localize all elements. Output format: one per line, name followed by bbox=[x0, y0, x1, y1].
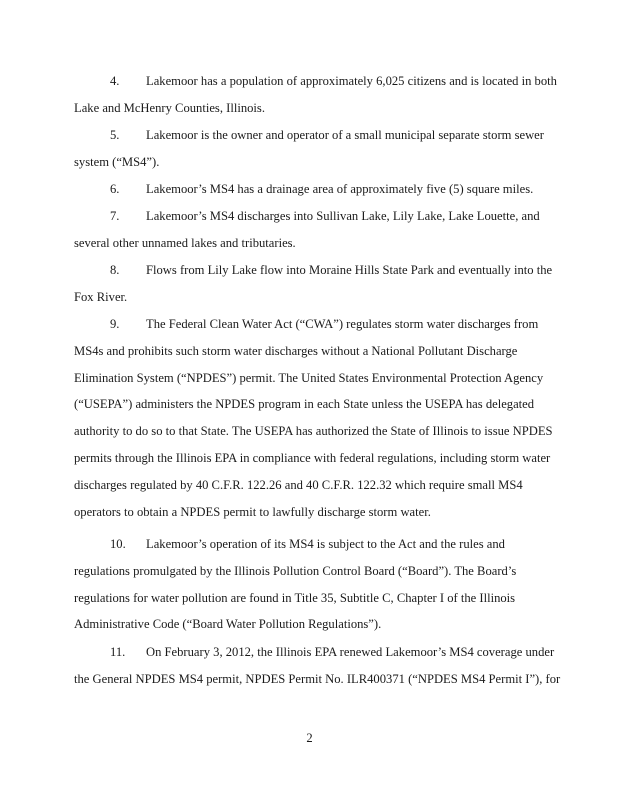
paragraph-number: 6. bbox=[110, 182, 120, 196]
paragraph-line bbox=[74, 95, 546, 122]
paragraph-line bbox=[74, 418, 553, 445]
paragraph bbox=[74, 122, 546, 176]
paragraph bbox=[74, 639, 561, 693]
paragraph-first-line bbox=[74, 531, 546, 558]
paragraph-number: 4. bbox=[110, 74, 120, 88]
paragraph-text: Lakemoor has a population of approximately 6,025 citizens and is located in both bbox=[146, 74, 557, 88]
paragraph-text: the General NPDES MS4 permit, NPDES Permit No. ILR400371 (“NPDES MS4 Permit I”), for bbox=[74, 671, 561, 686]
paragraph-text: Lakemoor’s MS4 discharges into Sullivan Lake, Lily Lake, Lake Louette, and bbox=[146, 209, 540, 223]
paragraph-first-line bbox=[74, 176, 546, 203]
paragraph bbox=[74, 176, 546, 203]
paragraph-number: 10. bbox=[110, 537, 126, 551]
page-number: 2 bbox=[306, 731, 313, 745]
paragraph-first-line bbox=[74, 122, 546, 149]
paragraph-line bbox=[74, 365, 546, 392]
paragraph-text: Lake and McHenry Counties, Illinois. bbox=[74, 100, 265, 115]
paragraph-text: Lakemoor is the owner and operator of a small municipal separate storm sewer bbox=[146, 128, 544, 142]
paragraph-text: MS4s and prohibits such storm water discharges without a National Pollutant Discharge bbox=[74, 343, 518, 358]
paragraph bbox=[74, 311, 553, 525]
paragraph-line bbox=[74, 666, 561, 693]
paragraph-line bbox=[74, 585, 546, 612]
paragraph-text: On February 3, 2012, the Illinois EPA renewed Lakemoor’s MS4 coverage under bbox=[146, 645, 555, 659]
paragraph-text: The Federal Clean Water Act (“CWA”) regulates storm water discharges from bbox=[146, 317, 539, 331]
paragraph-number: 9. bbox=[110, 317, 120, 331]
paragraph-text: (“USEPA”) administers the NPDES program in each State unless the USEPA has delegated bbox=[74, 397, 535, 412]
paragraph-text: Lakemoor’s MS4 has a drainage area of approximately five (5) square miles. bbox=[146, 182, 534, 196]
paragraph-line bbox=[74, 499, 546, 526]
paragraph-text: system (“MS4”). bbox=[74, 154, 160, 169]
paragraph-first-line bbox=[74, 68, 557, 95]
paragraph-text: permits through the Illinois EPA in compliance with federal regulations, including storm water bbox=[74, 450, 551, 465]
paragraph-line bbox=[74, 611, 546, 638]
paragraph-number: 8. bbox=[110, 263, 120, 277]
paragraph-number: 11. bbox=[110, 645, 126, 659]
paragraph bbox=[74, 531, 546, 638]
paragraph-first-line bbox=[74, 639, 555, 666]
paragraph bbox=[74, 257, 553, 311]
paragraph-line bbox=[74, 149, 546, 176]
paragraph-text: several other unnamed lakes and tributaries. bbox=[74, 235, 296, 250]
paragraph-text: Fox River. bbox=[74, 289, 128, 304]
paragraph-text: authority to do so to that State. The USEPA has authorized the State of Illinois to issue NPDES bbox=[74, 424, 553, 439]
paragraph-text: Elimination System (“NPDES”) permit. The United States Environmental Protection Agency bbox=[74, 370, 544, 385]
paragraph-line bbox=[74, 284, 546, 311]
paragraph-number: 7. bbox=[110, 209, 120, 223]
paragraph-line bbox=[74, 472, 546, 499]
paragraph-text: regulations for water pollution are found in Title 35, Subtitle C, Chapter I of the Illinois bbox=[74, 590, 516, 605]
paragraph-text: Administrative Code (“Board Water Pollution Regulations”). bbox=[74, 617, 382, 632]
paragraph-line bbox=[74, 338, 546, 365]
paragraph-line bbox=[74, 230, 546, 257]
paragraph-text: Flows from Lily Lake flow into Moraine Hills State Park and eventually into the bbox=[146, 263, 553, 277]
paragraph-text: operators to obtain a NPDES permit to lawfully discharge storm water. bbox=[74, 504, 431, 519]
paragraph-line bbox=[74, 445, 551, 472]
paragraph-number: 5. bbox=[110, 128, 120, 142]
paragraph-line bbox=[74, 391, 546, 418]
paragraph-text: discharges regulated by 40 C.F.R. 122.26 and 40 C.F.R. 122.32 which require small MS4 bbox=[74, 477, 523, 492]
paragraph-first-line bbox=[74, 311, 546, 338]
paragraph-text: Lakemoor’s operation of its MS4 is subject to the Act and the rules and bbox=[146, 537, 505, 551]
paragraph-first-line bbox=[74, 257, 553, 284]
paragraph-text: regulations promulgated by the Illinois Pollution Control Board (“Board”). The Board’s bbox=[74, 563, 517, 578]
paragraph-first-line bbox=[74, 203, 546, 230]
paragraph-line bbox=[74, 558, 546, 585]
paragraph bbox=[74, 68, 557, 122]
paragraph bbox=[74, 203, 546, 257]
